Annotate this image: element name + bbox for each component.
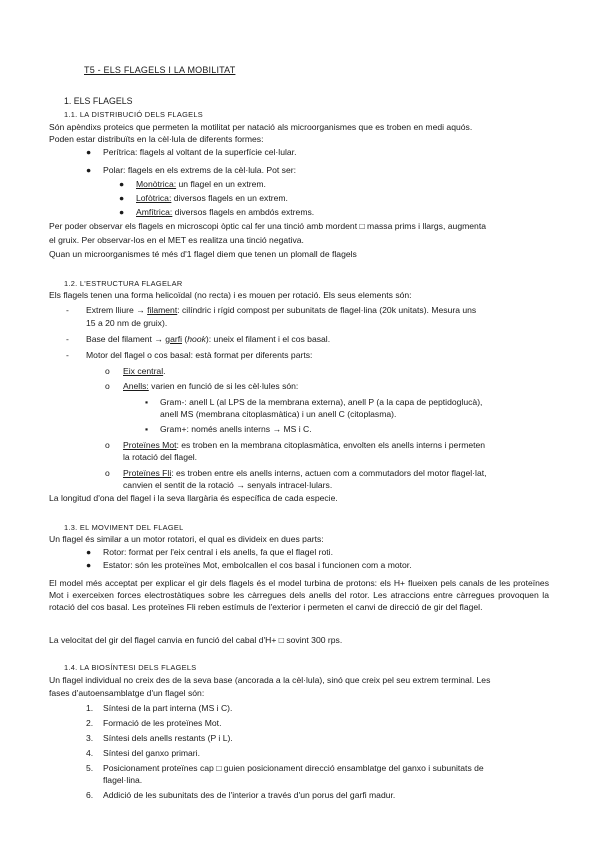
list-item-step: Síntesi dels anells restants (P i L). — [103, 733, 233, 743]
list-item-estator: Estator: són les proteïnes Mot, embolcallen el cos basal i funcionen com a motor. — [103, 560, 412, 570]
paragraph-line: Per poder observar els flagels en microscopi òptic cal fer una tinció amb mordent □ massa prims i llargs, augmenta — [49, 221, 486, 231]
paragraph-line: Quan un microorganismes té més d'1 flagel diem que tenen un plomall de flagels — [49, 249, 357, 259]
bullet-dash-icon: - — [66, 305, 69, 315]
paragraph-line: La longitud d'ona del flagel i la seva llargària és específica de cada especie. — [49, 493, 338, 503]
section-heading-1: 1. ELS FLAGELS — [64, 96, 133, 106]
list-item-anells: Anells: varien en funció de si les cèl·lules són: — [123, 381, 299, 391]
list-item-proteines-fli: Proteïnes Fli: es troben entre els anells interns, actuen com a commutadors del motor flagel·lat, — [123, 468, 487, 478]
list-item-continuation: la rotació del flagel. — [123, 452, 198, 462]
list-item-step: Formació de les proteïnes Mot. — [103, 718, 222, 728]
list-number: 2. — [86, 718, 94, 728]
paragraph-line: fases d'autoensamblatge d'un flagel són: — [49, 688, 205, 698]
list-item-gram-negative: Gram-: anell L (al LPS de la membrana externa), anell P (a la capa de peptidoglucà), — [160, 397, 483, 407]
subsection-heading-1-2: 1.2. L'ESTRUCTURA FLAGELAR — [64, 279, 183, 288]
bullet-circle-icon: o — [105, 366, 110, 376]
list-number: 6. — [86, 790, 94, 800]
list-item-rotor: Rotor: format per l'eix central i els anells, fa que el flagel roti. — [103, 547, 333, 557]
bullet-circle-icon: o — [105, 440, 110, 450]
list-number: 3. — [86, 733, 94, 743]
subsection-heading-1-1: 1.1. LA DISTRIBUCIÓ DELS FLAGELS — [64, 110, 203, 119]
paragraph-line: Són apèndixs proteics que permeten la motilitat per natació als microorganismes que es troben en medi aquós. — [49, 122, 473, 132]
list-item-gram-positive: Gram+: només anells interns → MS i C. — [160, 424, 312, 434]
list-item-step: Posicionament proteïnes cap □ guien posicionament direcció ensamblatge del ganxo i subunitats de — [103, 763, 484, 773]
list-number: 1. — [86, 703, 94, 713]
list-item-base-filament: Base del filament → garfi (hook): uneix el filament i el cos basal. — [86, 334, 331, 344]
list-item-monotrica: Monòtrica: un flagel en un extrem. — [136, 179, 266, 189]
paragraph-turbine-model: El model més acceptat per explicar el gir dels flagels és el model turbina de protons: els H+ flueixen pels canals de les proteïnes Mot i exerceixen forces electrostàtiques sobre les càrregues dels anells del rotor. Les atraccions entre càrregues provoquen la rotació del cos basal. Les proteïnes Fli reben estímuls de l'exterior i permeten el canvi de direcció de gir del flagel. — [49, 578, 549, 613]
paragraph-line: Un flagel és similar a un motor rotatori, el qual es divideix en dues parts: — [49, 534, 324, 544]
list-item-continuation: 15 a 20 nm de gruix). — [86, 318, 168, 328]
list-item-polar: Polar: flagels en els extrems de la cèl·lula. Pot ser: — [103, 165, 296, 175]
bullet-dash-icon: - — [66, 334, 69, 344]
bullet-circle-icon: o — [105, 468, 110, 478]
paragraph-line: Poden estar distribuïts en la cèl·lula de diferents formes: — [49, 134, 264, 144]
list-number: 5. — [86, 763, 94, 773]
list-item-proteines-mot: Proteïnes Mot: es troben en la membrana citoplasmàtica, envolten els anells interns i permeten — [123, 440, 486, 450]
paragraph-line: el gruix. Per observar-los en el MET es realitza una tinció negativa. — [49, 235, 304, 245]
list-item-peritrica: Perítrica: flagels al voltant de la superfície cel·lular. — [103, 147, 297, 157]
list-item-motor: Motor del flagel o cos basal: està format per diferents parts: — [86, 350, 313, 360]
list-item-amfitrica: Amfítrica: diversos flagels en ambdós extrems. — [136, 207, 315, 217]
list-item-step: Síntesi del ganxo primari. — [103, 748, 200, 758]
list-item-step: Addició de les subunitats des de l'interior a través d'un porus del garfi madur. — [103, 790, 396, 800]
list-item-continuation: anell MS (membrana citoplasmàtica) i un anell C (citoplasma). — [160, 409, 397, 419]
bullet-dash-icon: - — [66, 350, 69, 360]
bullet-dot-icon: ● — [86, 165, 92, 175]
list-item-eix-central: Eix central. — [123, 366, 166, 376]
paragraph-line: La velocitat del gir del flagel canvia en funció del cabal d'H+ □ sovint 300 rps. — [49, 635, 343, 645]
subsection-heading-1-4: 1.4. LA BIOSÍNTESI DELS FLAGELS — [64, 663, 197, 672]
bullet-square-icon: ▪ — [145, 397, 149, 407]
bullet-dot-icon: ● — [119, 179, 125, 189]
bullet-dot-icon: ● — [86, 147, 92, 157]
bullet-dot-icon: ● — [119, 207, 125, 217]
paragraph-line: Un flagel individual no creix des de la seva base (ancorada a la cèl·lula), sinó que creix pel seu extrem terminal. Les — [49, 675, 491, 685]
bullet-dot-icon: ● — [119, 193, 125, 203]
paragraph-line: Els flagels tenen una forma helicoïdal (no recta) i es mouen per rotació. Els seus elements són: — [49, 290, 412, 300]
list-number: 4. — [86, 748, 94, 758]
bullet-dot-icon: ● — [86, 560, 92, 570]
subsection-heading-1-3: 1.3. EL MOVIMENT DEL FLAGEL — [64, 523, 184, 532]
document-title: T5 - ELS FLAGELS I LA MOBILITAT — [84, 65, 236, 75]
list-item-continuation: flagel·lina. — [103, 775, 143, 785]
bullet-square-icon: ▪ — [145, 424, 149, 434]
list-item-step: Síntesi de la part interna (MS i C). — [103, 703, 233, 713]
bullet-dot-icon: ● — [86, 547, 92, 557]
list-item-lofotrica: Lofòtrica: diversos flagels en un extrem. — [136, 193, 288, 203]
list-item-extrem-lliure: Extrem lliure → filament: cilíndric i rígid compost per subunitats de flagel·lina (20k unitats). Mesura uns — [86, 305, 477, 315]
list-item-continuation: canvien el sentit de la rotació → senyals intracel·lulars. — [123, 480, 333, 490]
bullet-circle-icon: o — [105, 381, 110, 391]
